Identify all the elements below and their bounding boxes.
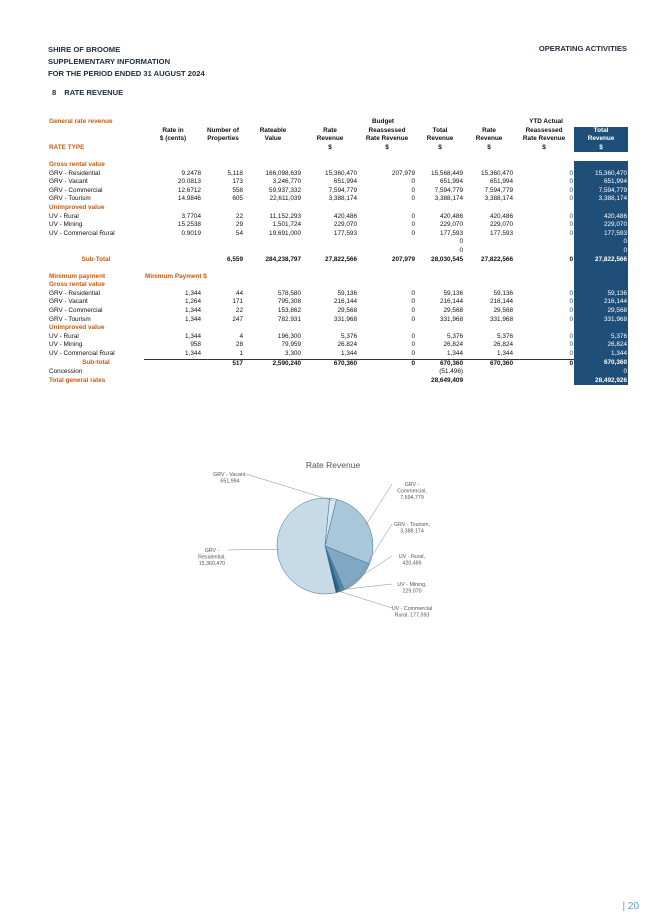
- column-header: Reassessed: [525, 126, 563, 134]
- table-cell: 229,070: [574, 221, 628, 230]
- table-row: [48, 161, 628, 170]
- table-cell: 1,344: [185, 307, 201, 315]
- subtotal-cell: 670,360: [574, 359, 628, 368]
- table-row: [48, 377, 628, 386]
- table-cell: 1,344: [185, 332, 201, 340]
- table-cell: 0: [569, 186, 574, 194]
- pie-leader-line: [366, 484, 392, 525]
- table-cell: 3,388,174: [434, 195, 464, 203]
- table-cell: 1,344: [144, 350, 202, 359]
- table-cell: 26,824: [574, 341, 628, 350]
- table-cell: 177,593: [333, 229, 358, 237]
- table-cell: 15,568,449: [431, 169, 464, 177]
- table-cell: 177,593: [439, 229, 464, 237]
- table-row: [48, 350, 628, 359]
- concession-value: (51,496): [439, 368, 464, 376]
- spacer: [244, 273, 574, 282]
- table-row: [48, 178, 628, 187]
- table-cell: 29,568: [493, 307, 514, 315]
- rate-type-name: UV - Rural: [49, 332, 79, 340]
- table-cell: 59,937,332: [269, 186, 302, 194]
- subtotal-cell: 27,822,566: [481, 255, 514, 263]
- total-cell: [574, 281, 628, 290]
- table-cell: 958: [190, 341, 201, 349]
- table-cell: 177,593: [489, 229, 514, 237]
- subtotal-cell: 2,590,240: [272, 359, 302, 367]
- table-row: [48, 359, 628, 368]
- table-cell: 7,594,779: [434, 186, 464, 194]
- table-cell: 0: [411, 307, 416, 315]
- rate-type-name: GRV - Tourism: [49, 195, 91, 203]
- table-cell: 7,594,779: [574, 187, 628, 196]
- total-cell: [574, 273, 628, 282]
- dollar-unit: $: [328, 143, 332, 151]
- subtotal-cell: 670,360: [333, 359, 358, 367]
- spacer: [144, 359, 202, 368]
- table-row: [48, 221, 628, 230]
- table-cell: 59,136: [493, 289, 514, 297]
- table-cell: 20.0813: [177, 178, 201, 186]
- table-cell: 1,344: [574, 350, 628, 359]
- table-cell: 1,344: [185, 289, 201, 297]
- pie-label-grv-tourism: GRV - Tourism, 3,388,174: [393, 522, 431, 535]
- table-cell: 3,246,770: [272, 178, 302, 186]
- spacer: [464, 377, 574, 386]
- table-cell: 15,360,470: [325, 169, 358, 177]
- spacer: [48, 264, 574, 273]
- total-budget-value: 28,649,409: [431, 376, 464, 384]
- column-header: Number of: [207, 126, 239, 134]
- table-cell: 9.2478: [181, 169, 201, 177]
- gross-rental-value-label: Gross rental value: [49, 160, 105, 168]
- table-row: [48, 341, 628, 350]
- table-cell: 1,501,724: [272, 221, 302, 229]
- subtotal-label: Sub-total: [82, 359, 110, 367]
- spacer: [48, 135, 144, 144]
- table-cell: 0: [411, 298, 416, 306]
- subtotal-cell: 284,238,797: [265, 255, 302, 263]
- table-cell: 26,824: [443, 341, 464, 349]
- table-cell: 0: [411, 332, 416, 340]
- table-cell: 605: [232, 195, 243, 203]
- table-cell: 0: [411, 289, 416, 297]
- dollar-unit: $: [385, 143, 389, 151]
- column-header: Rate Revenue: [365, 135, 409, 143]
- table-cell: 651,994: [574, 178, 628, 187]
- report-period: FOR THE PERIOD ENDED 31 AUGUST 2024: [48, 69, 205, 78]
- table-cell: 3,388,174: [328, 195, 358, 203]
- table-cell: 0: [569, 315, 574, 323]
- table-row: [48, 264, 628, 273]
- table-cell: 0: [569, 169, 574, 177]
- column-header: Revenue: [574, 135, 628, 144]
- table-row: [48, 195, 628, 204]
- table-cell: 22,611,039: [269, 195, 302, 203]
- total-cell: [574, 324, 628, 333]
- rate-type-name: GRV - Residential: [49, 169, 101, 177]
- table-cell: 331,968: [574, 316, 628, 325]
- table-cell: 177,593: [574, 230, 628, 239]
- total-cell: 0: [574, 368, 628, 377]
- rate-type-name: UV - Commercial Rural: [49, 350, 115, 358]
- column-header: $ (cents): [159, 135, 187, 143]
- pie-leader-line: [246, 474, 333, 501]
- column-header: Reassessed: [368, 126, 406, 134]
- table-cell: 15,360,470: [574, 170, 628, 179]
- spacer: [144, 377, 416, 386]
- table-cell: 247: [232, 315, 243, 323]
- total-cell: [574, 204, 628, 213]
- rate-type-name: GRV - Residential: [49, 289, 101, 297]
- spacer: [144, 144, 302, 153]
- column-header: Revenue: [475, 135, 503, 143]
- spacer: [144, 256, 202, 265]
- table-cell: 59,136: [574, 290, 628, 299]
- table-cell: 0: [569, 229, 574, 237]
- table-row: [48, 333, 628, 342]
- column-header: Rateable: [259, 126, 287, 134]
- table-row: [48, 307, 628, 316]
- section-title: [52, 88, 131, 97]
- table-cell: 651,994: [439, 178, 464, 186]
- table-row: [48, 118, 628, 127]
- table-cell: 0.9019: [181, 229, 201, 237]
- total-general-rates-label: Total general rates: [49, 376, 106, 384]
- column-header: Rate: [323, 126, 337, 134]
- pie-label-grv-vacant: GRV - Vacant, 651,994: [213, 472, 247, 485]
- table-cell: 79,959: [281, 341, 302, 349]
- pie-label-uv-commercial-rural: UV - Commercial Rural, 177,593: [391, 606, 433, 619]
- spacer: [144, 161, 574, 170]
- table-cell: 0: [569, 178, 574, 186]
- table-cell: 196,300: [277, 332, 302, 340]
- table-cell: 7,594,779: [328, 186, 358, 194]
- table-row: [48, 273, 628, 282]
- table-cell: 0: [459, 238, 464, 246]
- column-header: Value: [264, 135, 282, 143]
- table-cell: 0: [569, 307, 574, 315]
- table-row: [48, 290, 628, 299]
- subtotal-label: Sub-Total: [81, 255, 111, 263]
- subtotal-cell: 517: [232, 359, 243, 367]
- total-ytd-value: 28,492,926: [574, 377, 628, 386]
- table-cell: 229,070: [333, 221, 358, 229]
- spacer: [464, 238, 574, 247]
- table-row: [48, 152, 628, 161]
- rate-type-name: GRV - Commercial: [49, 307, 103, 315]
- total-cell: 0: [574, 247, 628, 256]
- table-row: [48, 213, 628, 222]
- subtotal-cell: 0: [411, 359, 416, 367]
- table-cell: 54: [235, 229, 243, 237]
- table-cell: 578,580: [277, 289, 302, 297]
- table-cell: 3,388,174: [574, 195, 628, 204]
- table-cell: 0: [411, 341, 416, 349]
- column-header: Total: [574, 127, 628, 136]
- table-cell: 651,994: [333, 178, 358, 186]
- table-cell: 0: [411, 221, 416, 229]
- spacer: [48, 238, 416, 247]
- table-row: [48, 170, 628, 179]
- table-cell: 229,070: [439, 221, 464, 229]
- table-cell: 59,136: [337, 289, 358, 297]
- spacer: [144, 204, 574, 213]
- rate-revenue-pie-chart: [190, 452, 480, 632]
- pie-label-uv-rural: UV - Rural, 420,486: [398, 554, 426, 567]
- table-cell: 1: [202, 350, 244, 359]
- table-cell: 14.9846: [177, 195, 201, 203]
- table-cell: 7,594,779: [484, 186, 514, 194]
- column-header: Revenue: [316, 135, 344, 143]
- table-cell: 15,360,470: [481, 169, 514, 177]
- table-cell: 651,994: [489, 178, 514, 186]
- table-cell: 28: [235, 341, 243, 349]
- table-cell: 29: [235, 221, 243, 229]
- minimum-payment-label: Minimum payment: [49, 272, 106, 280]
- table-cell: 207,979: [391, 169, 416, 177]
- table-row: [48, 368, 628, 377]
- table-cell: 0: [411, 178, 416, 186]
- table-cell: 173: [232, 178, 243, 186]
- table-cell: 0: [569, 298, 574, 306]
- table-cell: 0: [411, 186, 416, 194]
- spacer: [464, 368, 574, 377]
- table-row: [48, 135, 628, 144]
- table-cell: 229,070: [489, 221, 514, 229]
- table-cell: 1,344: [302, 350, 358, 359]
- table-cell: 166,098,639: [265, 169, 302, 177]
- table-cell: 216,144: [439, 298, 464, 306]
- dollar-unit: $: [487, 143, 491, 151]
- subtotal-cell: 0: [569, 359, 574, 367]
- table-cell: 44: [235, 289, 243, 297]
- column-header: Rate in: [162, 126, 184, 134]
- table-cell: 782,931: [277, 315, 302, 323]
- chart-title: Rate Revenue: [305, 460, 361, 470]
- table-cell: 0: [569, 332, 574, 340]
- table-cell: 15.2538: [177, 221, 201, 229]
- table-cell: 0: [411, 229, 416, 237]
- table-cell: 19,691,000: [269, 229, 302, 237]
- table-cell: 420,486: [574, 213, 628, 222]
- gross-rental-value-label: Gross rental value: [49, 281, 105, 289]
- general-rate-revenue-label: General rate revenue: [49, 118, 113, 125]
- table-cell: 420,486: [333, 212, 358, 220]
- subtotal-cell: 0: [569, 255, 574, 263]
- table-cell: 0: [569, 289, 574, 297]
- table-cell: 216,144: [574, 298, 628, 307]
- table-row: [48, 144, 628, 153]
- org-name: SHIRE OF BROOME: [48, 45, 121, 54]
- rate-type-name: UV - Mining: [49, 221, 83, 229]
- table-cell: 3.7704: [181, 212, 201, 220]
- table-row: [48, 256, 628, 265]
- total-cell: 0: [574, 238, 628, 247]
- table-row: [48, 316, 628, 325]
- table-cell: 0: [459, 246, 464, 254]
- column-header: Properties: [207, 135, 239, 143]
- dollar-unit: $: [438, 143, 442, 151]
- table-cell: 0: [569, 341, 574, 349]
- table-row: [48, 127, 628, 136]
- table-row: [48, 204, 628, 213]
- column-header: Revenue: [426, 135, 454, 143]
- rate-type-name: UV - Commercial Rural: [49, 229, 115, 237]
- subtotal-cell: 670,360: [439, 359, 464, 367]
- table-cell: 0: [569, 195, 574, 203]
- table-cell: 0: [411, 195, 416, 203]
- table-cell: 4: [239, 332, 243, 340]
- spacer: [48, 127, 144, 136]
- table-cell: 29,568: [443, 307, 464, 315]
- table-cell: 331,968: [333, 315, 358, 323]
- table-row: [48, 324, 628, 333]
- spacer: [144, 324, 574, 333]
- table-cell: 1,344: [416, 350, 464, 359]
- rate-type-name: UV - Mining: [49, 341, 83, 349]
- subtotal-cell: 28,030,545: [431, 255, 464, 263]
- rate-revenue-table: [48, 118, 628, 385]
- rate-type-label: RATE TYPE: [49, 143, 85, 151]
- spacer: [144, 118, 302, 127]
- table-cell: 22: [235, 212, 243, 220]
- section-number: 8: [52, 88, 57, 97]
- table-cell: 26,824: [337, 341, 358, 349]
- table-cell: 29,568: [337, 307, 358, 315]
- table-cell: 420,486: [439, 212, 464, 220]
- rate-type-name: GRV - Tourism: [49, 315, 91, 323]
- table-row: [48, 281, 628, 290]
- subtotal-cell: 6,559: [227, 255, 243, 263]
- table-cell: 5,376: [574, 333, 628, 342]
- rate-type-name: UV - Rural: [49, 212, 79, 220]
- table-cell: 0: [411, 212, 416, 220]
- rate-type-name: GRV - Vacant: [49, 298, 88, 306]
- table-cell: 0: [569, 212, 574, 220]
- rate-type-name: GRV - Commercial: [49, 186, 103, 194]
- subtotal-cell: 670,360: [489, 359, 514, 367]
- table-cell: 3,388,174: [484, 195, 514, 203]
- table-cell: 5,118: [227, 169, 243, 177]
- report-subtitle: SUPPLEMENTARY INFORMATION: [48, 57, 171, 66]
- total-cell: [574, 264, 628, 273]
- dollar-unit: $: [542, 143, 546, 151]
- concession-label: Concession: [49, 368, 83, 376]
- report-header: [48, 44, 205, 80]
- table-cell: 22: [235, 307, 243, 315]
- spacer: [144, 368, 416, 377]
- table-cell: 5,376: [497, 332, 514, 340]
- table-cell: 216,144: [333, 298, 358, 306]
- table-cell: 153,862: [277, 307, 302, 315]
- column-header: Total: [432, 126, 448, 134]
- table-cell: 1,264: [185, 298, 201, 306]
- spacer: [144, 281, 574, 290]
- table-cell: 171: [232, 298, 243, 306]
- column-header: Rate: [482, 126, 496, 134]
- pie-label-grv-residential: GRV -Residential, 15,360,470: [198, 548, 226, 567]
- page-number: | 20: [622, 901, 639, 912]
- rate-type-name: GRV - Vacant: [49, 178, 88, 186]
- pie-leader-line: [337, 591, 392, 608]
- pie-label-grv-commercial: GRV -Commercial, 7,594,779: [397, 482, 427, 501]
- table-cell: 1,344: [185, 315, 201, 323]
- spacer: [48, 152, 628, 161]
- subtotal-cell: 207,979: [391, 255, 416, 263]
- budget-label: Budget: [372, 118, 395, 125]
- table-row: [48, 187, 628, 196]
- table-cell: 331,968: [439, 315, 464, 323]
- table-cell: 26,824: [493, 341, 514, 349]
- table-cell: 216,144: [489, 298, 514, 306]
- table-cell: 3,300: [244, 350, 302, 359]
- table-cell: 59,136: [443, 289, 464, 297]
- pie-leader-line: [228, 549, 279, 550]
- table-row: [48, 238, 628, 247]
- spacer: [464, 247, 574, 256]
- pie-label-uv-mining: UV - Mining, 229,070: [397, 582, 427, 595]
- dollar-unit: $: [574, 144, 628, 153]
- table-cell: 5,376: [341, 332, 358, 340]
- table-cell: 0: [411, 315, 416, 323]
- table-row: [48, 230, 628, 239]
- table-cell: 29,568: [574, 307, 628, 316]
- table-cell: 5,376: [447, 332, 464, 340]
- section-name: RATE REVENUE: [64, 88, 124, 97]
- unimproved-value-label: Unimproved value: [49, 203, 105, 211]
- column-header: Rate Revenue: [522, 135, 566, 143]
- spacer: [48, 247, 416, 256]
- table-row: [48, 247, 628, 256]
- table-cell: 0: [358, 350, 416, 359]
- table-cell: 558: [232, 186, 243, 194]
- report-category: OPERATING ACTIVITIES: [538, 44, 627, 53]
- table-row: [48, 298, 628, 307]
- table-cell: 1,344: [464, 350, 514, 359]
- subtotal-cell: 27,822,566: [325, 255, 358, 263]
- table-cell: 420,486: [489, 212, 514, 220]
- minimum-payment-col-label: Minimum Payment $: [145, 272, 207, 280]
- table-cell: 0: [514, 350, 574, 359]
- total-cell: [574, 161, 628, 170]
- table-cell: 12.6712: [177, 186, 201, 194]
- ytd-actual-label: YTD Actual: [529, 118, 563, 125]
- table-cell: 0: [569, 221, 574, 229]
- unimproved-value-label: Unimproved value: [49, 324, 105, 332]
- subtotal-cell: 27,822,566: [574, 256, 628, 265]
- table-cell: 11,152,293: [269, 212, 302, 220]
- table-cell: 331,968: [489, 315, 514, 323]
- table-cell: 795,308: [277, 298, 302, 306]
